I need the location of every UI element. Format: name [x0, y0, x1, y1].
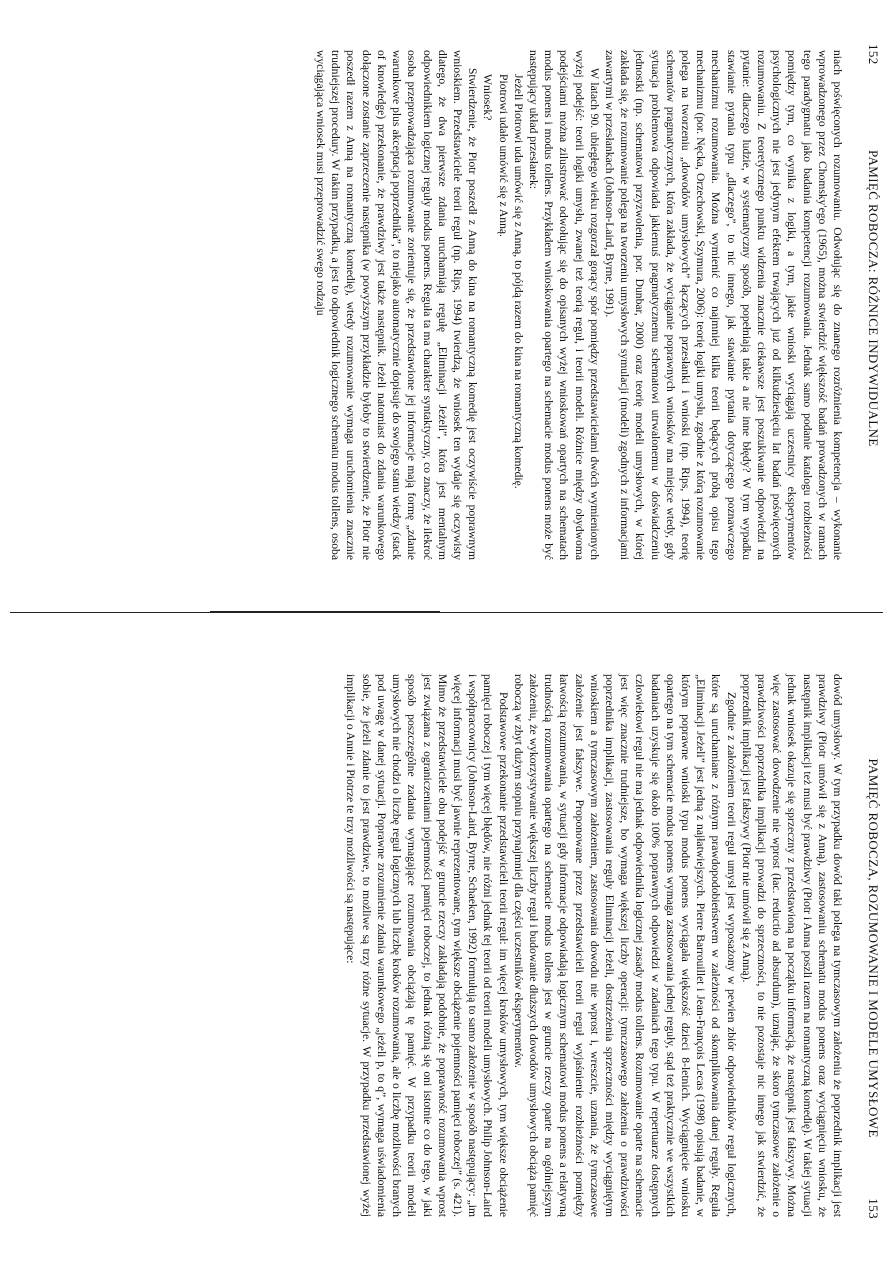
paragraph: niach poświęconych rozumowaniu. Odwołując się do znanego rozróżnienia kompetencja – wykonanie wprowadzonego przez Chomsky'ego (1965), można stwierdzić większość badań prowadzonych w ramach tego paradygmatu jako badania kompetencji rozumowania. Jednak samo podanie katalogu rozbieżności pomiędzy tym, co wynika z logiki, a tym, jakie wnioski wyciągają uczestnicy eksperymentów psychologicznych nie jest jedynym efektem trwających już od kilkudziesięciu lat badań poświęconych rozumowaniu. Z teoretycznego punktu widzenia znacznie ciekawsze jest poszukiwanie odpowiedzi na pytanie: dlaczego ludzie, w systematyczny sposób, popełniają takie a nie inne błędy? W tym wypadku stawianie pytania typu „dlaczego”, to nic innego, jak stawianie pytania dotyczącego poznawczego mechanizmu rozumowania. Można wymienić co najmniej kilka teorii będących próbą opisu tego mechanizmu (por. Nęcka, Orzechowski, Szymura, 2006): teorię logiki umysłu, zgodnie z którą rozumowanie polega na tworzeniu „dowodów umysłowych” łączących przesłanki i wnioski (np. Rips, 1994), teorię schematów pragmatycznych, która zakłada, że wyciąganie poprawnych wniosków ma miejsce wtedy, gdy sytuacja problemowa odpowiada jakiemuś pragmatycznemu schematowi utrwalonemu w doświadczeniu jednostki (np. schematowi przyzwolenia, por. Dunbar, 2000) oraz teorię modeli umysłowych, w której zakłada się, że rozumowanie polega na tworzeniu umysłowych symulacji (modeli) zgodnych z informacjami zawartymi w przesłankach (Johnson-Laird, Byrne, 1991).	[602, 50, 844, 560]
running-head-title: PAMIĘĆ ROBOCZA: RÓŻNICE INDYWIDUALNE	[866, 150, 881, 447]
running-head	[865, 44, 881, 562]
paragraph: W latach 90. ubiegłego wieku rozgorzał gorący spór pomiędzy przedstawicielami dwóch wymienionych wyżej podejść: teorii logiki umysłu, zwanej też teorią reguł, i teorii modeli. Różnice między obydwoma podejściami można zilustrować odwołując się do opisanych wyżej wnioskowań opartych na schematach modus ponens i modus tollens. Przykładem wnioskowania opartego na schemacie modus ponens może być następujący układ przesłanek:	[526, 50, 601, 560]
example-question: Wniosek?	[481, 74, 495, 121]
example-premise: Jeżeli Piotrowi uda umówić się z Anną, to pójdą razem do kina na romantyczną komedię.	[511, 74, 525, 489]
page-number: 152	[866, 44, 881, 65]
body-text	[20, 50, 845, 560]
right-page-content	[0, 624, 893, 1263]
left-page-content	[0, 0, 893, 606]
paragraph: dowód umysłowy. W tym przypadku dowód taki polega na tymczasowym założeniu że poprzednik implikacji jest prawdziwy (Piotr umówił się z Anną), zastosowaniu schematu modus ponens oraz wyciągnięciu wniosku, że następnik implikacji też musi być prawdziwy (Piotr i Anna poszli razem na romantyczną komedię). W takiej sytuacji jednak wniosek okazuje się sprzeczny z przedstawioną na początku informacją, że następnik jest fałszywy. Można więc zastosować dowodzenie nie wprost (łac. reductio ad absurdum), uznając, że skoro tymczasowe założenie o prawdziwości poprzednika implikacji prowadzi do sprzeczności, to nie pozostaje nic innego jak stwierdzić, że poprzednik implikacji jest fałszywy (Piotr nie umówił się z Anną).	[739, 674, 844, 1217]
body-text	[20, 674, 845, 1217]
paragraph: Podstawowe przekonanie przedstawicieli teorii reguł: im więcej kroków umysłowych, tym większe obciążenie pamięci roboczej i tym więcej błędów, nie różni jednak tej teorii od teorii modeli umysłowych. Philip Johnson-Laird i współpracownicy (Johnson-Laird, Byrne, Schaeken, 1992) formułują to samo założenie w sposób następujący: „im więcej informacji musi być jawnie reprezentowane, tym większe obciążenie pojemności pamięci roboczej” (s. 421). Mimo że przedstawiciele obu podejść w gruncie rzeczy zakładają podobnie, że poprawność rozumowania wprost jest związana z ograniczeniami pojemności pamięci roboczej, to jednak różnią się oni istotnie co do tego, w jaki sposób poszczególne zadania wymagające rozumowania obciążają tę pamięć. W przypadku teorii modeli umysłowych nie chodzi o liczbę reguł logicznych lub liczbę kroków rozumowania, ale o liczbę możliwości branych pod uwagę w danej sytuacji. Poprawne zrozumienie zdania warunkowego „jeżeli p, to q”, wymaga uświadomienia sobie, że jeżeli zdanie to jest prawdziwe, to możliwe są trzy różne sytuacje. W przypadku przedstawionej wyżej implikacji o Annie i Piotrze te trzy możliwości są następujące:	[344, 674, 510, 1217]
left-page	[0, 0, 893, 606]
example-premise: Piotrowi udało umówić się z Anną.	[496, 74, 510, 237]
right-page	[0, 624, 893, 1263]
paragraph: Stwierdzenie, że Piotr poszedł z Anną do kina na romantyczną komedię jest oczywiście poprawnym wnioskiem. Przedstawiciele teorii reguł (np. Rips, 1994) twierdzą, że wniosek ten wydaje się oczywisty dlatego, że dwa pierwsze zdania uruchamiają regułę „Eliminacji Jeżeli”, która jest mentalnym odpowiednikiem logicznej reguły modus ponens. Reguła ta ma charakter syntaktyczny, co znaczy, że ilekroć osoba przeprowadzająca rozumowanie zorientuje się, że przedstawione jej informacje mają formę „zdanie warunkowe plus akceptacja poprzednika”, to niejako automatycznie dopisuje do swojego stanu wiedzy (stack of knowledge) przekonanie, że prawdziwy jest także następnik. Jeżeli natomiast do zdania warunkowego dołączone zostanie zaprzeczenie następnika (w powyższym przykładzie byłoby to stwierdzenie, że Piotr nie poszedł razem z Anną na romantyczną komedię), wtedy rozumowanie wymaga uruchomienia znacznie trudniejszej procedury. W takim przypadku, a jest to odpowiednik logicznego schematu modus tollens, osoba wyciągająca wniosek musi przeprowadzić swego rodzaju	[314, 50, 480, 560]
running-head	[865, 668, 881, 1219]
page-divider	[10, 612, 883, 613]
page-number: 153	[866, 1198, 881, 1219]
paragraph: Zgodnie z założeniem teorii reguł umysł jest wyposażony w pewien zbiór odpowiedników reguł logicznych, które są uruchamiane z różnym prawdopodobieństwem w zależności od skomplikowania danej reguły. Reguła „Eliminacji Jeżeli” jest jedną z najłatwiejszych. Pierre Barrouillet i Jean-François Lecas (1998) opisują badanie, w którym poprawne wnioski typu modus ponens wyciągała większość dzieci 8-letnich. Wyciągnięcie wniosku opartego na tym schemacie modus ponens wymaga zastosowania jednej reguły, stąd też praktycznie we wszystkich badaniach uzyskuje się około 100% poprawnych odpowiedzi w zadaniach tego typu. W repertuarze dostępnych człowiekowi reguł nie ma jednak odpowiednika logicznej zasady modus tollens. Rozumowanie oparte na schemacie jest więc znacznie trudniejsze, bo wymaga większej liczby operacji: tymczasowego założenia o prawdziwości poprzednika implikacji, zastosowania reguły Eliminacji Jeżeli, dostrzeżenia sprzeczności między wyciągniętym wnioskiem a tymczasowym założeniem, zastosowania dowodu nie wprost i, wreszcie, uznania, że tymczasowe założenie jest fałszywe. Proponowane przez przedstawicieli teorii reguł wyjaśnienie rozbieżności pomiędzy łatwością rozumowania, w sytuacji gdy informacje odpowiadają logicznym schematowi modus ponens a relatywną trudnością rozumowania opartego na schemacie modus tollens jest w gruncie rzeczy oparte na ogólniejszym założeniu, że wykorzystywanie większej liczby reguł i budowanie dłuższych dowodów umysłowych obciąża pamięć roboczą w zbyt dużym stopniu przynajmniej dla części uczestników eksperymentów.	[511, 674, 738, 1217]
running-head-title: PAMIĘĆ ROBOCZA, ROZUMOWANIE I MODELE UMYSŁOWE	[866, 758, 881, 1138]
